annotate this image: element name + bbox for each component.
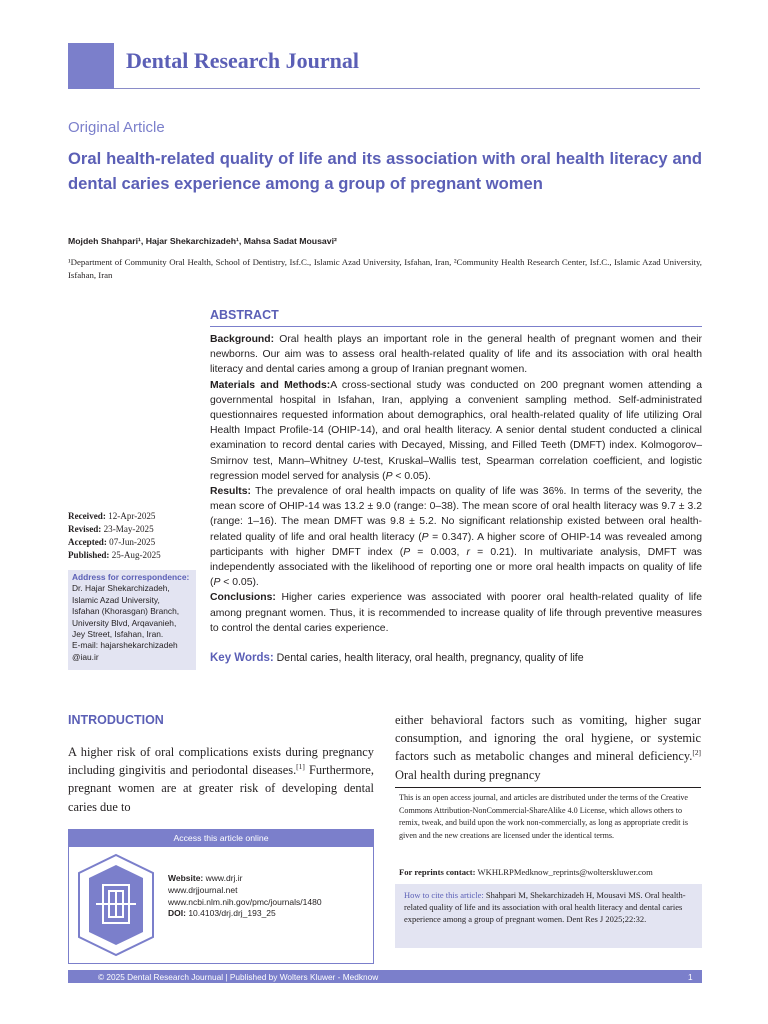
- pmc-link[interactable]: www.ncbi.nlm.nih.gov/pmc/journals/1480: [168, 896, 322, 907]
- article-type: Original Article: [68, 119, 165, 136]
- journal-logo-area: [69, 847, 163, 963]
- background-label: Background:: [210, 334, 275, 345]
- results-p1: P: [421, 531, 429, 543]
- accepted-date: 07-Jun-2025: [109, 537, 156, 547]
- abstract-methods: [210, 378, 702, 484]
- doi-link[interactable]: 10.4103/drj.drj_193_25: [188, 908, 276, 919]
- keywords-text: Dental caries, health literacy, oral health, pregnancy, quality of life: [276, 652, 584, 664]
- intro-text: A higher risk of oral complications exists during pregnancy including gingivitis and periodontal diseases.: [68, 745, 374, 778]
- doi-label: DOI:: [168, 908, 186, 919]
- header-rule: [114, 88, 700, 89]
- website-link-2[interactable]: www.drjjournal.net: [168, 884, 238, 895]
- introduction-heading: INTRODUCTION: [68, 713, 164, 727]
- results-text-4: = 0.21). In multivariate analysis, DMFT was independently associated with the likelihood of reporting one or more oral health impacts on quality of life (: [210, 546, 702, 589]
- methods-text-2: -test, Kruskal–Wallis test, Spearman correlation coefficient, and logistic regression model served for analysis (: [210, 455, 702, 482]
- correspondence-text: [72, 572, 194, 663]
- received-date: 12-Apr-2025: [108, 511, 156, 521]
- results-r: r: [466, 546, 470, 558]
- keywords-label: Key Words:: [210, 652, 274, 664]
- abstract-conclusions: [210, 590, 702, 636]
- abstract-rule: [210, 326, 702, 327]
- methods-u: U: [352, 455, 361, 467]
- methods-p: P: [385, 470, 393, 482]
- correspondence-email-domain[interactable]: @iau.ir: [72, 651, 99, 662]
- keywords: [210, 652, 702, 664]
- correspondence-line: Isfahan (Khorasgan) Branch,: [72, 606, 180, 617]
- page-number: 1: [688, 972, 693, 982]
- correspondence-line: University Blvd, Arqavanieh,: [72, 617, 177, 628]
- results-text-3: = 0.003,: [410, 546, 467, 558]
- reprints-label: For reprints contact:: [399, 867, 476, 877]
- correspondence-heading: Address for correspondence:: [72, 572, 190, 582]
- published-label: Published:: [68, 550, 110, 560]
- accepted-label: Accepted:: [68, 537, 107, 547]
- abstract-results: [210, 484, 702, 590]
- results-text: The prevalence of oral health impacts on quality of life was 36%. In terms of the severity, the mean score of OHIP-14 was 13.2 ± 9.0 (range: 0–38). The mean score of oral health literacy was 9.7 ± 3.2 (range: 1–16). The mean DMFT was 9.8 ± 5.2. No significant relationship existed between oral health-related quality of life and oral health literacy (: [210, 486, 703, 543]
- article-title: Oral health-related quality of life and its association with oral health literacy and dental caries experience among a group of pregnant women: [68, 149, 702, 193]
- article-dates: [68, 510, 161, 562]
- received-label: Received:: [68, 511, 106, 521]
- published-date: 25-Aug-2025: [111, 550, 161, 560]
- abstract-body: [210, 332, 702, 636]
- introduction-left-column: [68, 743, 374, 816]
- methods-label: Materials and Methods:: [210, 379, 331, 391]
- results-text-5: < 0.05).: [220, 577, 259, 589]
- intro-text-3: either behavioral factors such as vomiting, higher sugar consumption, and ignoring the oral hygiene, or systemic factors such as metabolic changes and mineral deficiency.: [395, 713, 701, 764]
- intro-text-2: Furthermore, pregnant women are at greater risk of developing dental caries due to: [68, 763, 374, 814]
- footer-copyright: © 2025 Dental Research Journual | Published by Wolters Kluwer - Medknow: [98, 972, 379, 982]
- results-text-2: = 0.347). A higher score of OHIP-14 was revealed among participants with higher DMFT index (: [210, 531, 702, 558]
- citation-label: How to cite this article:: [404, 890, 484, 900]
- results-p2: P: [403, 546, 411, 558]
- background-text: Oral health plays an important role in the general health of pregnant women and their newborns. Our aim was to assess oral health-related quality of life and its association with oral health literacy and dental caries among a group of Iranian pregnant women.: [210, 334, 702, 376]
- website-link[interactable]: www.drj.ir: [205, 873, 243, 883]
- access-online-heading: Access this article online: [68, 829, 374, 847]
- methods-text: A cross-sectional study was conducted on 200 pregnant women attending a governmental hospital in Isfahan, Iran, applying a convenient sampling method. Self-administrated questionnaires requested information about demographics, oral health-related quality of life utilizing Oral Health Impact Profile-14 (OHIP-14), and oral health literacy. A senior dental student conducted a clinical examination to record dental caries with Decayed, Missing, and Filled Teeth (DMFT) index. Kolmogorov–Smirnov test, Mann–Whitney: [210, 379, 702, 467]
- reference-link[interactable]: [2]: [692, 748, 701, 758]
- author-list: Mojdeh Shahpari¹, Hajar Shekarchizadeh¹, Mahsa Sadat Mousavi²: [68, 236, 337, 246]
- intro-text-4: Oral health during pregnancy: [395, 767, 541, 782]
- citation: [404, 890, 696, 926]
- results-p3: P: [213, 577, 221, 589]
- introduction-right-column: [395, 711, 701, 784]
- revised-label: Revised:: [68, 524, 102, 534]
- revised-date: 23-May-2025: [103, 524, 154, 534]
- results-label: Results:: [210, 486, 251, 498]
- citation-text: Shahpari M, Shekarchizadeh H, Mousavi MS. Oral health-related quality of life and its association with oral health literacy and dental caries experience among a group of pregnant women. Dent Res J 2025;22:32.: [404, 890, 686, 924]
- methods-text-3: < 0.05).: [392, 470, 431, 482]
- journal-header-box: [68, 43, 114, 89]
- conclusions-label: Conclusions:: [210, 592, 276, 604]
- journal-logo-icon: [69, 847, 163, 963]
- open-access-note: This is an open access journal, and articles are distributed under the terms of the Creative Commons Attribution-NonCommercial-ShareAlike 4.0 License, which allows others to remix, tweak, and build upon the work non-commercially, as long as appropriate credit is given and the new creations are licensed under the identical terms.: [399, 793, 689, 840]
- correspondence-email[interactable]: E-mail: hajarshekarchizadeh: [72, 640, 178, 651]
- abstract-background: [210, 332, 702, 378]
- correspondence-line: Islamic Azad University,: [72, 594, 160, 605]
- abstract-heading: ABSTRACT: [210, 308, 279, 322]
- reprints-contact: [399, 867, 701, 877]
- reference-link[interactable]: [1]: [296, 762, 305, 772]
- access-info: [168, 873, 368, 920]
- notes-rule: [395, 787, 701, 788]
- journal-title: Dental Research Journal: [126, 48, 360, 73]
- correspondence-line: Jey Street, Isfahan, Iran.: [72, 629, 164, 640]
- reprints-email[interactable]: WKHLRPMedknow_reprints@wolterskluwer.com: [477, 867, 653, 877]
- website-label: Website:: [168, 873, 204, 883]
- conclusions-text: Higher caries experience was associated with poorer oral health-related quality of life among pregnant women. Thus, it is recommended to increase quality of life through preventive measures to control the dental caries experience.: [210, 592, 703, 634]
- affiliations: ¹Department of Community Oral Health, School of Dentistry, Isf.C., Islamic Azad University, Isfahan, Iran, ²Community Health Research Center, Isf.C., Islamic Azad University, Isfahan, Iran: [68, 257, 702, 280]
- correspondence-line: Dr. Hajar Shekarchizadeh,: [72, 583, 170, 594]
